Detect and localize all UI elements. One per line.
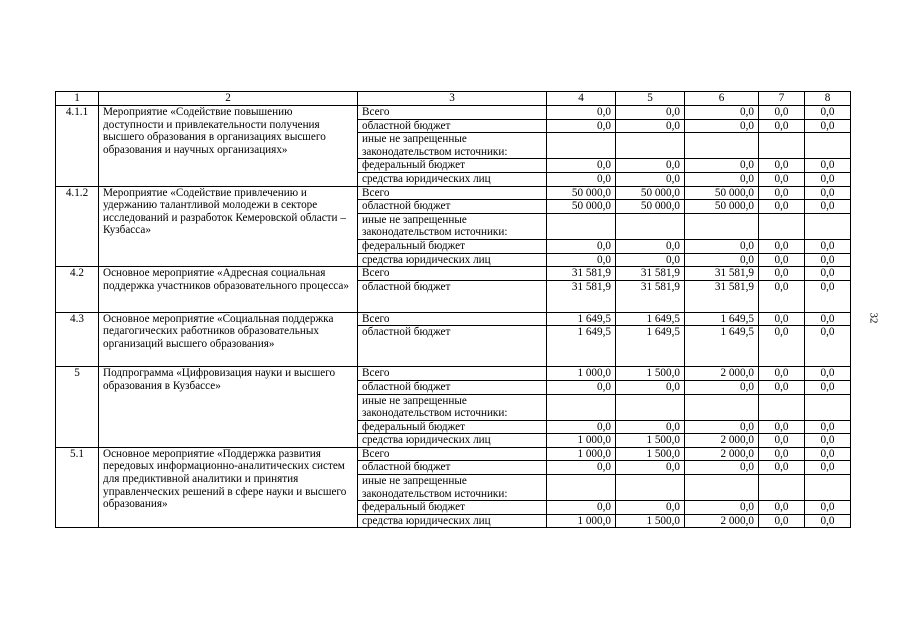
amount-cell: 0,0 — [759, 172, 805, 186]
funding-source: средства юридических лиц — [358, 434, 547, 448]
column-header: 4 — [547, 92, 616, 106]
item-name: Подпрограмма «Цифровизация науки и высшего образования в Кузбассе» — [99, 367, 358, 448]
funding-source: Всего — [358, 106, 547, 120]
amount-cell: 1 500,0 — [616, 447, 685, 461]
amount-cell: 0,0 — [616, 172, 685, 186]
header-row — [56, 92, 851, 106]
amount-cell: 50 000,0 — [547, 200, 616, 214]
amount-cell: 0,0 — [759, 267, 805, 281]
funding-source: иные не запрещенные законодательством источники: — [358, 213, 547, 239]
amount-cell: 0,0 — [685, 461, 759, 475]
funding-source: средства юридических лиц — [358, 172, 547, 186]
amount-cell: 0,0 — [759, 159, 805, 173]
item-code: 5 — [56, 367, 99, 448]
amount-cell: 0,0 — [805, 447, 851, 461]
funding-source: областной бюджет — [358, 380, 547, 394]
funding-source: федеральный бюджет — [358, 239, 547, 253]
amount-cell: 0,0 — [805, 501, 851, 515]
amount-cell — [685, 475, 759, 501]
amount-cell: 0,0 — [805, 106, 851, 120]
amount-cell — [547, 213, 616, 239]
amount-cell: 0,0 — [616, 501, 685, 515]
amount-cell: 0,0 — [616, 239, 685, 253]
table-row — [56, 106, 851, 120]
funding-source: средства юридических лиц — [358, 514, 547, 528]
amount-cell: 50 000,0 — [616, 186, 685, 200]
amount-cell: 0,0 — [759, 280, 805, 312]
amount-cell — [759, 133, 805, 159]
amount-cell: 0,0 — [759, 200, 805, 214]
table-row — [56, 267, 851, 281]
column-header: 5 — [616, 92, 685, 106]
column-header: 3 — [358, 92, 547, 106]
funding-source: областной бюджет — [358, 200, 547, 214]
amount-cell — [547, 394, 616, 420]
amount-cell — [616, 394, 685, 420]
funding-source: иные не запрещенные законодательством источники: — [358, 394, 547, 420]
amount-cell: 0,0 — [759, 501, 805, 515]
amount-cell — [805, 213, 851, 239]
amount-cell: 0,0 — [759, 312, 805, 326]
item-name: Основное мероприятие «Поддержка развития передовых информационно-аналитических систем для предиктивной аналитики и принятия управленческих решений в сфере науки и высшего образования» — [99, 447, 358, 528]
amount-cell: 0,0 — [616, 380, 685, 394]
table-row — [56, 447, 851, 461]
funding-source: иные не запрещенные законодательством источники: — [358, 133, 547, 159]
amount-cell: 0,0 — [547, 501, 616, 515]
table-row — [56, 312, 851, 326]
funding-source: областной бюджет — [358, 326, 547, 367]
item-name: Основное мероприятие «Адресная социальная поддержка участников образовательного процесса» — [99, 267, 358, 313]
amount-cell: 0,0 — [685, 239, 759, 253]
amount-cell: 50 000,0 — [685, 186, 759, 200]
amount-cell: 0,0 — [547, 172, 616, 186]
amount-cell: 0,0 — [685, 119, 759, 133]
item-code: 4.2 — [56, 267, 99, 313]
amount-cell: 2 000,0 — [685, 434, 759, 448]
page-number: 32 — [867, 312, 880, 324]
amount-cell: 1 649,5 — [616, 312, 685, 326]
amount-cell: 0,0 — [805, 312, 851, 326]
funding-source: федеральный бюджет — [358, 501, 547, 515]
amount-cell: 0,0 — [805, 326, 851, 367]
amount-cell: 0,0 — [547, 380, 616, 394]
amount-cell: 0,0 — [805, 514, 851, 528]
amount-cell: 0,0 — [805, 280, 851, 312]
amount-cell — [805, 133, 851, 159]
amount-cell: 0,0 — [805, 367, 851, 381]
amount-cell: 0,0 — [547, 106, 616, 120]
column-header: 2 — [99, 92, 358, 106]
amount-cell: 0,0 — [805, 119, 851, 133]
funding-source: федеральный бюджет — [358, 420, 547, 434]
amount-cell — [685, 133, 759, 159]
amount-cell: 31 581,9 — [616, 280, 685, 312]
funding-source: Всего — [358, 186, 547, 200]
amount-cell: 0,0 — [616, 159, 685, 173]
amount-cell — [759, 475, 805, 501]
amount-cell — [616, 475, 685, 501]
amount-cell: 0,0 — [547, 119, 616, 133]
item-name: Мероприятие «Содействие привлечению и удержанию талантливой молодежи в секторе исследований и разработок Кемеровской области – Кузбасса» — [99, 186, 358, 267]
amount-cell: 0,0 — [759, 380, 805, 394]
funding-source: областной бюджет — [358, 461, 547, 475]
amount-cell: 0,0 — [805, 200, 851, 214]
amount-cell: 0,0 — [616, 420, 685, 434]
amount-cell — [759, 394, 805, 420]
amount-cell: 0,0 — [805, 186, 851, 200]
amount-cell: 0,0 — [759, 514, 805, 528]
amount-cell: 1 000,0 — [547, 434, 616, 448]
amount-cell: 0,0 — [805, 172, 851, 186]
amount-cell: 0,0 — [759, 420, 805, 434]
amount-cell: 0,0 — [759, 326, 805, 367]
amount-cell: 50 000,0 — [685, 200, 759, 214]
amount-cell — [547, 133, 616, 159]
amount-cell: 0,0 — [759, 447, 805, 461]
amount-cell: 1 649,5 — [547, 312, 616, 326]
amount-cell: 0,0 — [805, 420, 851, 434]
amount-cell: 0,0 — [759, 434, 805, 448]
column-header: 6 — [685, 92, 759, 106]
amount-cell: 0,0 — [616, 106, 685, 120]
amount-cell — [759, 213, 805, 239]
budget-table — [55, 91, 851, 528]
amount-cell — [805, 394, 851, 420]
item-code: 4.3 — [56, 312, 99, 367]
amount-cell: 0,0 — [685, 159, 759, 173]
amount-cell: 0,0 — [759, 253, 805, 267]
amount-cell: 0,0 — [616, 461, 685, 475]
funding-source: иные не запрещенные законодательством источники: — [358, 475, 547, 501]
amount-cell: 1 649,5 — [616, 326, 685, 367]
amount-cell: 0,0 — [685, 106, 759, 120]
funding-source: областной бюджет — [358, 280, 547, 312]
item-code: 5.1 — [56, 447, 99, 528]
amount-cell: 0,0 — [759, 239, 805, 253]
amount-cell: 0,0 — [547, 420, 616, 434]
amount-cell: 0,0 — [759, 186, 805, 200]
amount-cell: 1 500,0 — [616, 434, 685, 448]
amount-cell: 31 581,9 — [547, 280, 616, 312]
amount-cell: 0,0 — [547, 239, 616, 253]
funding-source: Всего — [358, 267, 547, 281]
amount-cell: 0,0 — [547, 159, 616, 173]
amount-cell: 1 649,5 — [547, 326, 616, 367]
amount-cell: 0,0 — [759, 461, 805, 475]
item-name: Мероприятие «Содействие повышению доступности и привлекательности получения высшего образования в организациях высшего образования и научных организациях» — [99, 106, 358, 187]
funding-source: Всего — [358, 447, 547, 461]
column-header: 7 — [759, 92, 805, 106]
amount-cell: 2 000,0 — [685, 514, 759, 528]
amount-cell: 0,0 — [805, 434, 851, 448]
column-header: 1 — [56, 92, 99, 106]
amount-cell: 0,0 — [616, 253, 685, 267]
amount-cell: 0,0 — [805, 461, 851, 475]
amount-cell: 31 581,9 — [547, 267, 616, 281]
amount-cell: 0,0 — [685, 172, 759, 186]
amount-cell: 0,0 — [685, 420, 759, 434]
amount-cell: 1 000,0 — [547, 447, 616, 461]
amount-cell: 1 000,0 — [547, 514, 616, 528]
item-code: 4.1.1 — [56, 106, 99, 187]
amount-cell — [685, 394, 759, 420]
amount-cell: 1 000,0 — [547, 367, 616, 381]
amount-cell: 0,0 — [805, 239, 851, 253]
amount-cell: 1 649,5 — [685, 326, 759, 367]
amount-cell: 1 500,0 — [616, 367, 685, 381]
amount-cell: 0,0 — [547, 461, 616, 475]
amount-cell: 0,0 — [685, 380, 759, 394]
funding-source: областной бюджет — [358, 119, 547, 133]
amount-cell — [547, 475, 616, 501]
amount-cell: 31 581,9 — [685, 267, 759, 281]
table-row — [56, 186, 851, 200]
amount-cell — [616, 213, 685, 239]
amount-cell: 0,0 — [805, 159, 851, 173]
amount-cell: 0,0 — [759, 106, 805, 120]
amount-cell: 1 500,0 — [616, 514, 685, 528]
amount-cell — [616, 133, 685, 159]
amount-cell — [685, 213, 759, 239]
column-header: 8 — [805, 92, 851, 106]
amount-cell: 0,0 — [759, 367, 805, 381]
amount-cell: 0,0 — [616, 119, 685, 133]
item-name: Основное мероприятие «Социальная поддержка педагогических работников образовательных организаций высшего образования» — [99, 312, 358, 367]
table-row — [56, 367, 851, 381]
amount-cell: 31 581,9 — [616, 267, 685, 281]
item-code: 4.1.2 — [56, 186, 99, 267]
funding-source: Всего — [358, 367, 547, 381]
amount-cell: 0,0 — [805, 267, 851, 281]
amount-cell: 1 649,5 — [685, 312, 759, 326]
funding-source: федеральный бюджет — [358, 159, 547, 173]
funding-source: Всего — [358, 312, 547, 326]
amount-cell: 2 000,0 — [685, 447, 759, 461]
amount-cell: 0,0 — [759, 119, 805, 133]
amount-cell: 0,0 — [547, 253, 616, 267]
amount-cell: 0,0 — [805, 380, 851, 394]
amount-cell: 31 581,9 — [685, 280, 759, 312]
amount-cell: 2 000,0 — [685, 367, 759, 381]
amount-cell — [805, 475, 851, 501]
amount-cell: 50 000,0 — [616, 200, 685, 214]
amount-cell: 0,0 — [685, 501, 759, 515]
funding-source: средства юридических лиц — [358, 253, 547, 267]
amount-cell: 0,0 — [685, 253, 759, 267]
amount-cell: 0,0 — [805, 253, 851, 267]
amount-cell: 50 000,0 — [547, 186, 616, 200]
